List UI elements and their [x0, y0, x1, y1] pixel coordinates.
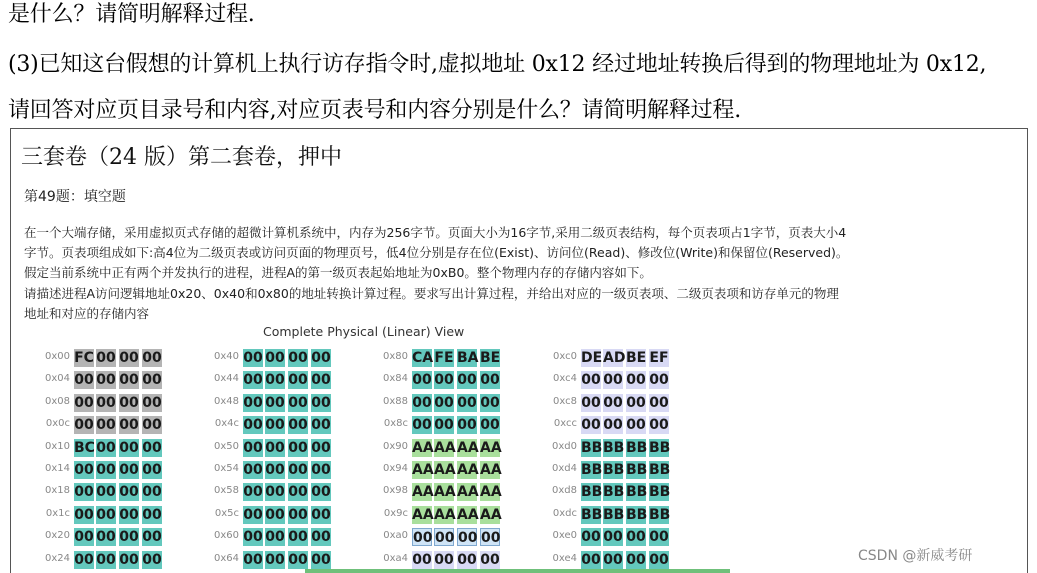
problem-line-3: 假定当前系统中正有两个并发执行的进程，进程A的第一级页表起始地址为0xB0。整个物理内存的存储内容如下。: [24, 265, 652, 280]
memory-byte: 00: [288, 394, 308, 411]
memory-byte: AD: [603, 350, 626, 366]
memory-byte: 00: [96, 372, 116, 389]
memory-byte: 00: [412, 417, 432, 434]
memory-address: 0x0c: [45, 418, 70, 430]
memory-byte: 00: [311, 394, 331, 411]
memory-byte: BB: [649, 484, 671, 501]
memory-address: 0x50: [213, 440, 239, 452]
memory-byte: 00: [413, 530, 433, 547]
memory-byte: 00: [311, 350, 331, 366]
question-line-2: (3)已知这台假想的计算机上执行访存指令时,虚拟地址 0x12 经过地址转换后得到的物理地址为 0x12,: [8, 52, 987, 77]
memory-address: 0x18: [44, 485, 70, 497]
memory-byte: 00: [434, 372, 454, 389]
memory-address: 0xd4: [552, 462, 577, 474]
memory-byte: 00: [243, 461, 263, 478]
memory-byte: 00: [288, 461, 308, 478]
memory-address: 0x90: [382, 440, 408, 452]
memory-address: 0xdc: [552, 507, 577, 519]
problem-line-2: 字节。页表项组成如下:高4位为二级页表或访问页面的物理页号，低4位分别是存在位(Exist)、访问位(Read)、修改位(Write)和保留位(Reserved)。: [24, 245, 849, 260]
memory-byte: 00: [243, 506, 263, 523]
memory-byte: 00: [74, 417, 94, 434]
memory-byte: 00: [96, 506, 116, 523]
question-line-1: 是什么？请简明解释过程.: [8, 2, 255, 27]
memory-byte: 00: [265, 551, 285, 568]
memory-byte: 00: [243, 439, 263, 456]
memory-address: 0xcc: [553, 418, 577, 430]
memory-byte: 00: [265, 394, 285, 411]
memory-byte: 00: [119, 551, 139, 568]
memory-byte: 00: [243, 372, 263, 389]
memory-address: 0xd0: [552, 440, 577, 452]
memory-byte: 00: [626, 417, 646, 434]
memory-byte: 00: [311, 529, 331, 546]
memory-byte: 00: [457, 372, 477, 389]
memory-byte: 00: [626, 529, 646, 546]
memory-byte: 00: [288, 372, 308, 389]
memory-address: 0x8c: [383, 418, 408, 430]
memory-byte: 00: [142, 417, 162, 434]
memory-address: 0xc4: [553, 373, 577, 385]
memory-byte: AA: [480, 506, 502, 523]
memory-byte: 00: [142, 439, 162, 456]
memory-byte: 00: [288, 506, 308, 523]
memory-byte: 00: [265, 461, 285, 478]
question-line-3: 请回答对应页目录号和内容,对应页表号和内容分别是什么？请简明解释过程.: [8, 98, 741, 123]
memory-byte: AA: [480, 461, 502, 478]
memory-byte: 00: [603, 551, 623, 568]
memory-byte: 00: [603, 529, 623, 546]
memory-byte: 00: [96, 439, 116, 456]
memory-byte: BC: [74, 439, 95, 456]
memory-byte: AA: [457, 439, 479, 456]
memory-byte: BB: [649, 461, 671, 478]
memory-byte: 00: [649, 529, 669, 546]
memory-byte: AA: [480, 484, 502, 501]
memory-byte: 00: [311, 484, 331, 501]
memory-byte: 00: [119, 529, 139, 546]
memory-byte: 00: [288, 350, 308, 366]
memory-byte: 00: [243, 529, 263, 546]
memory-byte: 00: [480, 551, 500, 568]
memory-byte: BB: [603, 461, 625, 478]
memory-byte: BB: [626, 506, 648, 523]
memory-address: 0x10: [44, 440, 70, 452]
memory-byte: AA: [412, 461, 434, 478]
memory-byte: 00: [119, 506, 139, 523]
memory-byte: 00: [142, 394, 162, 411]
memory-byte: 00: [288, 484, 308, 501]
memory-byte: 00: [311, 372, 331, 389]
problem-line-4: 请描述进程A访问逻辑地址0x20、0x40和0x80的地址转换计算过程。要求写出计算过程，并给出对应的一级页表项、二级页表项和访存单元的物理: [24, 286, 839, 301]
memory-view-title: Complete Physical (Linear) View: [263, 324, 465, 339]
memory-byte: 00: [458, 530, 478, 547]
memory-byte: 00: [96, 394, 116, 411]
memory-byte: AA: [434, 461, 456, 478]
memory-byte: BB: [581, 484, 603, 501]
memory-byte: 00: [412, 394, 432, 411]
memory-byte: 00: [288, 529, 308, 546]
memory-address: 0x64: [213, 552, 239, 564]
memory-byte: 00: [626, 394, 646, 411]
memory-address: 0xe4: [552, 552, 577, 564]
memory-address: 0xe0: [552, 530, 577, 542]
memory-byte: 00: [649, 394, 669, 411]
memory-byte: 00: [96, 529, 116, 546]
memory-byte: 00: [265, 506, 285, 523]
memory-byte: 00: [119, 417, 139, 434]
memory-byte: 00: [96, 350, 116, 366]
memory-byte: EF: [649, 350, 669, 366]
memory-byte: 00: [480, 394, 500, 411]
memory-byte: BB: [581, 461, 603, 478]
memory-byte: AA: [412, 439, 434, 456]
memory-byte: 00: [311, 551, 331, 568]
memory-byte: 00: [581, 417, 601, 434]
memory-byte: 00: [265, 372, 285, 389]
memory-byte: 00: [311, 439, 331, 456]
memory-byte: 00: [581, 551, 601, 568]
memory-byte: 00: [626, 551, 646, 568]
memory-address: 0x20: [44, 530, 70, 542]
memory-byte: 00: [142, 506, 162, 523]
watermark: CSDN @新威考研: [858, 548, 973, 564]
memory-byte: BB: [581, 439, 603, 456]
memory-byte: 00: [481, 530, 501, 547]
memory-byte: 00: [119, 372, 139, 389]
memory-address: 0x58: [213, 485, 239, 497]
memory-byte: BB: [603, 506, 625, 523]
memory-address: 0x40: [213, 351, 239, 362]
memory-byte: 00: [435, 530, 455, 547]
memory-byte: 00: [311, 506, 331, 523]
memory-byte: 00: [581, 529, 601, 546]
memory-address: 0x5c: [214, 507, 239, 519]
memory-byte: 00: [434, 394, 454, 411]
memory-byte: AA: [412, 506, 434, 523]
problem-title: 第49题：填空题: [24, 189, 126, 205]
screenshot-box: [10, 128, 1028, 573]
memory-byte: BB: [626, 461, 648, 478]
memory-byte: 00: [603, 372, 623, 389]
memory-byte: 00: [626, 372, 646, 389]
problem-line-5: 地址和对应的存储内容: [24, 306, 150, 321]
memory-byte: 00: [649, 372, 669, 389]
memory-byte: BE: [626, 350, 647, 366]
memory-address: 0xd8: [552, 485, 577, 497]
memory-byte: 00: [243, 394, 263, 411]
memory-byte: 00: [603, 394, 623, 411]
memory-byte: AA: [457, 506, 479, 523]
memory-byte: 00: [288, 439, 308, 456]
memory-byte: 00: [412, 551, 432, 568]
memory-byte: 00: [480, 372, 500, 389]
memory-byte: 00: [480, 417, 500, 434]
memory-byte: 00: [119, 484, 139, 501]
memory-address: 0x00: [44, 351, 70, 362]
problem-line-1: 在一个大端存储，采用虚拟页式存储的超微计算机系统中，内存为256字节。页面大小为16字节,采用二级页表结构，每个页表项占1字节，页表大小4: [24, 225, 847, 240]
memory-byte: 00: [119, 394, 139, 411]
memory-address: 0x84: [382, 373, 408, 385]
memory-byte: 00: [265, 417, 285, 434]
memory-byte: 00: [311, 417, 331, 434]
memory-byte: 00: [142, 551, 162, 568]
memory-byte: 00: [142, 372, 162, 389]
memory-byte: BB: [626, 484, 648, 501]
memory-byte: 00: [74, 372, 94, 389]
memory-byte: AA: [457, 484, 479, 501]
memory-byte: 00: [74, 529, 94, 546]
memory-byte: FE: [434, 350, 454, 366]
memory-address: 0x24: [44, 552, 70, 564]
bottom-divider: [305, 569, 730, 573]
memory-address: 0x04: [44, 373, 70, 385]
memory-address: 0x1c: [45, 507, 70, 519]
memory-address: 0x4c: [214, 418, 239, 430]
memory-byte: 00: [412, 372, 432, 389]
memory-byte: BB: [581, 506, 603, 523]
memory-byte: 00: [603, 417, 623, 434]
memory-byte: 00: [311, 461, 331, 478]
memory-byte: 00: [581, 372, 601, 389]
memory-byte: 00: [288, 551, 308, 568]
memory-byte: 00: [74, 394, 94, 411]
memory-byte: 00: [142, 484, 162, 501]
memory-byte: 00: [243, 417, 263, 434]
memory-byte: 00: [581, 394, 601, 411]
memory-address: 0x54: [213, 462, 239, 474]
memory-byte: BB: [603, 439, 625, 456]
memory-byte: AA: [412, 484, 434, 501]
memory-byte: 00: [649, 417, 669, 434]
memory-byte: BB: [649, 439, 671, 456]
memory-byte: 00: [265, 350, 285, 366]
memory-byte: 00: [142, 461, 162, 478]
memory-byte: 00: [243, 484, 263, 501]
memory-byte: BA: [457, 350, 479, 366]
memory-byte: 00: [119, 439, 139, 456]
memory-address: 0x98: [382, 485, 408, 497]
memory-byte: 00: [457, 417, 477, 434]
memory-address: 0x9c: [383, 507, 408, 519]
memory-address: 0xa0: [383, 530, 408, 542]
memory-byte: 00: [243, 350, 263, 366]
memory-byte: BE: [480, 350, 501, 366]
memory-byte: BB: [626, 439, 648, 456]
memory-byte: 00: [96, 417, 116, 434]
memory-byte: 00: [119, 461, 139, 478]
memory-byte: BB: [603, 484, 625, 501]
memory-byte: 00: [96, 461, 116, 478]
memory-address: 0x80: [382, 351, 408, 362]
memory-byte: 00: [457, 551, 477, 568]
memory-byte: FC: [74, 350, 94, 366]
memory-address: 0x88: [382, 395, 408, 407]
memory-address: 0x94: [382, 462, 408, 474]
memory-byte: DE: [581, 350, 603, 366]
memory-byte: AA: [457, 461, 479, 478]
memory-byte: 00: [74, 461, 94, 478]
memory-address: 0x14: [44, 462, 70, 474]
memory-byte: 00: [265, 484, 285, 501]
memory-byte: AA: [434, 484, 456, 501]
memory-address: 0x48: [213, 395, 239, 407]
memory-byte: 00: [74, 484, 94, 501]
memory-byte: 00: [142, 529, 162, 546]
memory-byte: 00: [265, 529, 285, 546]
memory-byte: 00: [119, 350, 139, 366]
memory-byte: 00: [434, 551, 454, 568]
memory-byte: 00: [457, 394, 477, 411]
memory-byte: 00: [96, 551, 116, 568]
memory-address: 0xa4: [383, 552, 408, 564]
memory-byte: CA: [412, 350, 434, 366]
memory-byte: 00: [649, 551, 669, 568]
memory-byte: 00: [434, 417, 454, 434]
memory-byte: 00: [288, 417, 308, 434]
memory-address: 0xc8: [553, 395, 577, 407]
box-title: 三套卷（24 版）第二套卷，押中: [21, 145, 342, 170]
memory-byte: 00: [74, 506, 94, 523]
memory-address: 0x44: [213, 373, 239, 385]
memory-byte: BB: [649, 506, 671, 523]
memory-byte: 00: [243, 551, 263, 568]
memory-byte: 00: [265, 439, 285, 456]
memory-byte: AA: [480, 439, 502, 456]
memory-address: 0x60: [213, 530, 239, 542]
memory-byte: 00: [96, 484, 116, 501]
memory-address: 0x08: [44, 395, 70, 407]
memory-byte: AA: [434, 439, 456, 456]
memory-byte: 00: [74, 551, 94, 568]
memory-byte: 00: [142, 350, 162, 366]
memory-byte: AA: [434, 506, 456, 523]
memory-address: 0xc0: [553, 351, 577, 362]
